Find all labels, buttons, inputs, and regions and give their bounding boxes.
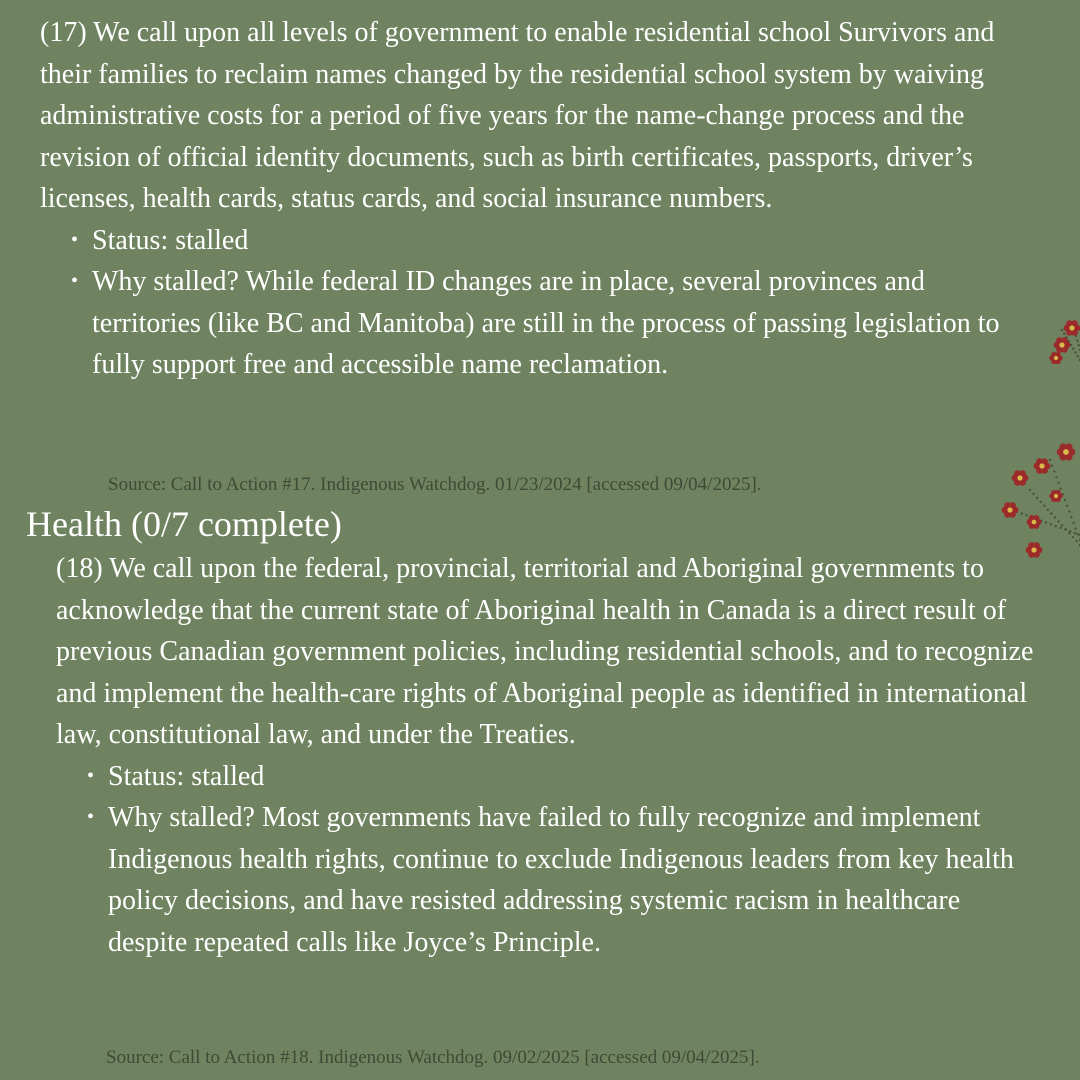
stem-bead: [1076, 339, 1078, 341]
stem-bead: [1072, 348, 1074, 350]
call-17-why-stalled: • Why stalled? While federal ID changes are in place, several provinces and territories (like BC and Manitoba) are still in the process of passing legislation to fully support free and accessible name reclamation.: [40, 261, 1030, 386]
beaded-flower: [1064, 320, 1080, 335]
stem-bead: [1055, 525, 1057, 527]
stem-bead: [1059, 527, 1061, 529]
stem-bead: [1032, 493, 1034, 495]
flower-center: [1032, 520, 1037, 525]
beaded-flower: [1049, 352, 1062, 364]
flower-center: [1059, 342, 1064, 347]
stem-bead: [1050, 512, 1052, 514]
stem-bead: [1072, 522, 1074, 524]
stem-bead: [1060, 487, 1062, 489]
stem-bead: [1074, 351, 1076, 353]
stem-bead: [1025, 514, 1027, 516]
stem-bead: [1061, 524, 1063, 526]
stem-bead: [1021, 512, 1023, 514]
stem-bead: [1074, 532, 1076, 534]
call-to-action-18: [56, 548, 1036, 963]
beaded-flower: [1057, 443, 1075, 460]
flower-center: [1031, 547, 1036, 552]
stem-bead: [1040, 501, 1042, 503]
stem-bead: [1061, 329, 1063, 331]
stem-bead: [1077, 355, 1079, 357]
beaded-flower: [1054, 337, 1071, 352]
flower-center: [1069, 325, 1074, 330]
call-17-text: (17) We call upon all levels of government to enable residential school Survivors and their families to reclaim names changed by the residential school system by waiving administrative costs for a period of five years for the name-change process and the revision of official identity documents, such as birth certificates, passports, driver’s licenses, health cards, status cards, and social insurance numbers.: [40, 17, 995, 214]
stem-bead: [1075, 540, 1077, 542]
stem-bead: [1064, 528, 1066, 530]
call-17-source: Source: Call to Action #17. Indigenous Watchdog. 01/23/2024 [accessed 09/04/2025].: [108, 474, 762, 495]
stem-bead: [1063, 333, 1065, 335]
stem-bead: [1029, 489, 1031, 491]
flower-center: [1017, 475, 1022, 480]
beaded-flower: [1012, 470, 1029, 485]
stem-bead: [1057, 482, 1059, 484]
stem-bead: [1054, 516, 1056, 518]
beaded-flower: [1026, 515, 1041, 529]
stem-bead: [1055, 476, 1057, 478]
beaded-flowers: [1002, 320, 1080, 557]
stem-bead: [1075, 527, 1077, 529]
stem-bead: [1066, 505, 1068, 507]
beaded-flower: [1002, 502, 1019, 517]
stem-bead: [1064, 499, 1066, 501]
stem-bead: [1047, 508, 1049, 510]
stem-bead: [1057, 520, 1059, 522]
stem-bead: [1068, 510, 1070, 512]
call-to-action-17: [40, 12, 1030, 386]
stem-bead: [1050, 523, 1052, 525]
call-18-status: • Status: stalled: [56, 756, 1036, 798]
stem-bead: [1051, 465, 1053, 467]
stem-bead: [1053, 470, 1055, 472]
call-17-details: [40, 220, 1030, 386]
beaded-flower: [1034, 458, 1051, 473]
call-17-status: • Status: stalled: [40, 220, 1030, 262]
call-18-details: [56, 756, 1036, 964]
stem-bead: [1049, 459, 1051, 461]
stem-bead: [1077, 533, 1079, 535]
flower-center: [1054, 494, 1058, 498]
beaded-stems: [1011, 321, 1080, 546]
stem-bead: [1070, 516, 1072, 518]
stem-bead: [1072, 536, 1074, 538]
beaded-flower: [1026, 542, 1043, 557]
call-18-text: (18) We call upon the federal, provincial, territorial and Aboriginal governments to acknowledge that the current state of Aboriginal health in Canada is a direct result of previous Canadian government policies, including residential schools, and to recognize and implement the health-care rights of Aboriginal people as identified in international law, constitutional law, and under the Treaties.: [56, 553, 1034, 750]
stem-bead: [1069, 530, 1071, 532]
flower-center: [1039, 463, 1044, 468]
health-section-heading: Health (0/7 complete): [26, 504, 342, 544]
stem-bead: [1043, 505, 1045, 507]
stem-bead: [1045, 521, 1047, 523]
flower-center: [1054, 356, 1058, 360]
flower-center: [1063, 449, 1069, 455]
stem-bead: [1036, 497, 1038, 499]
call-18-why-stalled: • Why stalled? Most governments have failed to fully recognize and implement Indigenous health rights, continue to exclude Indigenous leaders from key health policy decisions, and have resisted addressing systemic racism in healthcare despite repeated calls like Joyce’s Principle.: [56, 797, 1036, 963]
beaded-flower: [1049, 490, 1062, 502]
call-18-source: Source: Call to Action #18. Indigenous Watchdog. 09/02/2025 [accessed 09/04/2025].: [106, 1047, 760, 1068]
beaded-flower-icon: [990, 300, 1080, 580]
flower-center: [1007, 507, 1012, 512]
